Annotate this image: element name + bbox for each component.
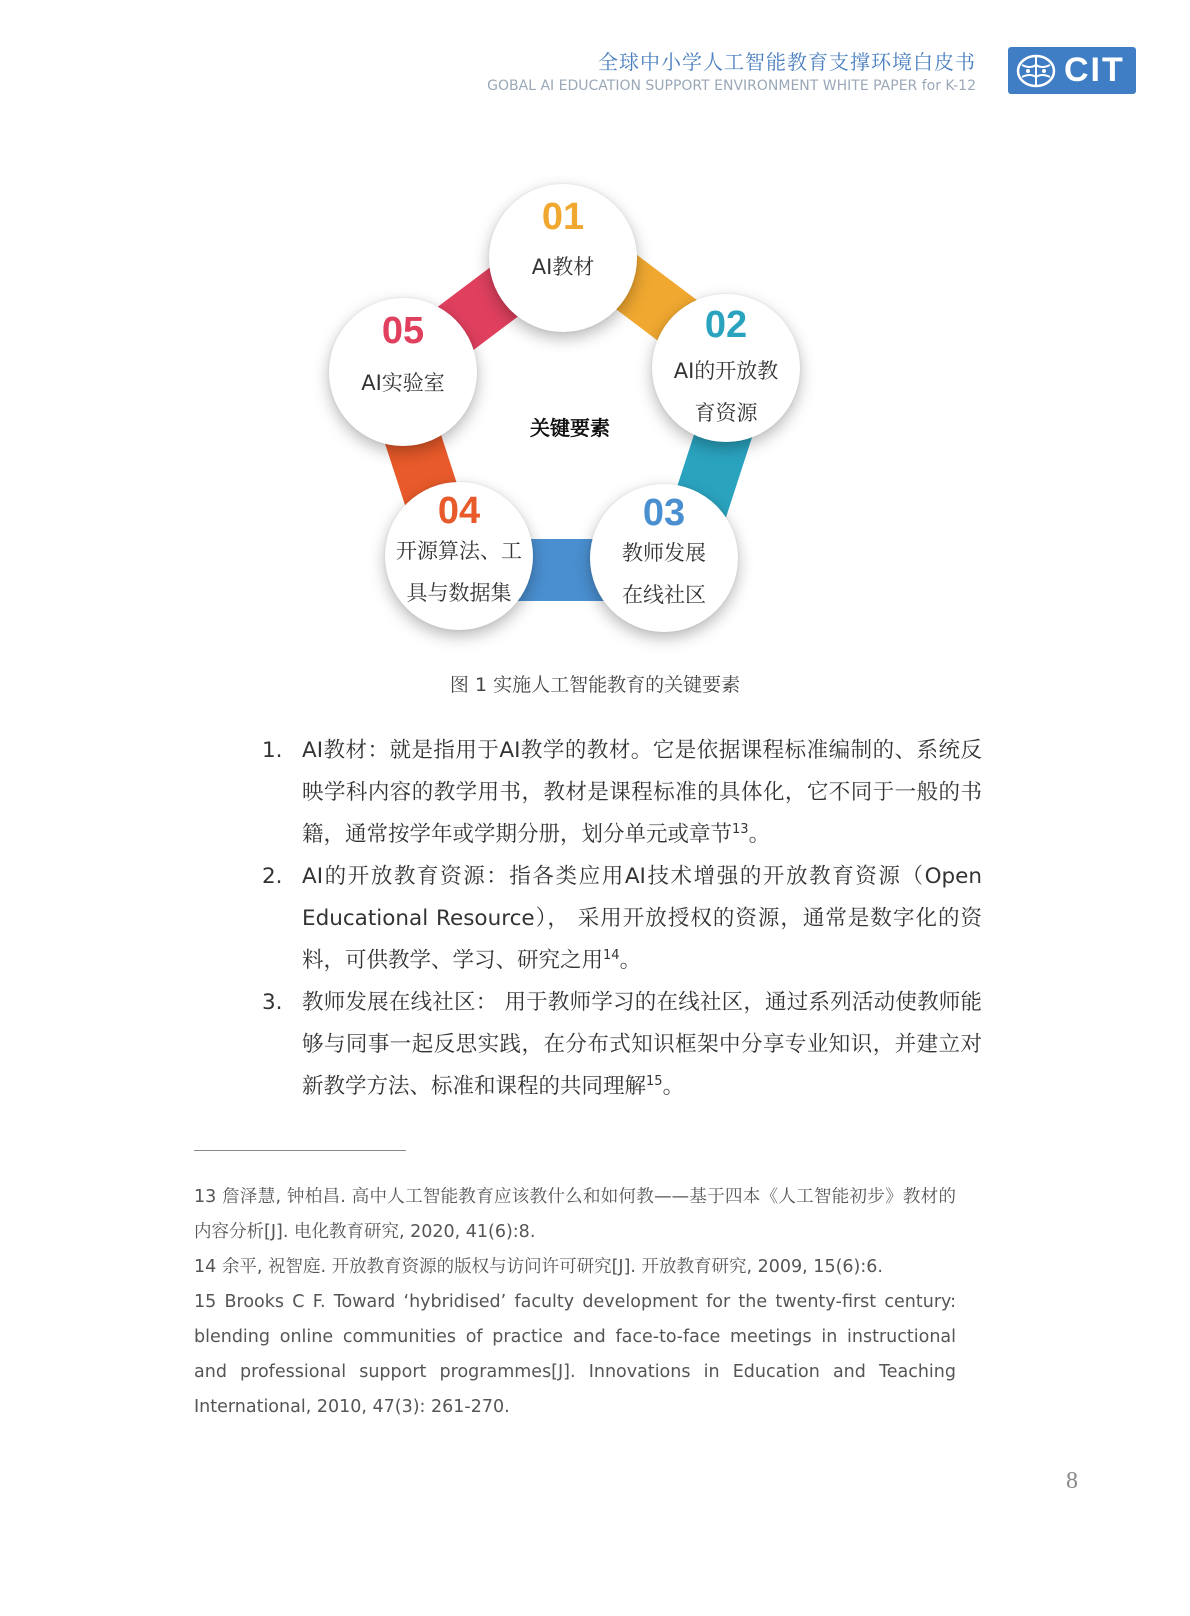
node-label: 教师发展 (622, 541, 706, 565)
logo-text: CIT (1064, 51, 1125, 89)
list-item (262, 730, 982, 856)
node-teacher-community (590, 484, 738, 632)
center-label: 关键要素 (530, 416, 610, 440)
node-label: 具与数据集 (406, 581, 512, 605)
node-number: 05 (381, 310, 425, 352)
footnote-ref: 13 (732, 821, 749, 837)
footnote-ref: 15 (646, 1073, 663, 1089)
header-subtitle: GOBAL AI EDUCATION SUPPORT ENVIRONMENT WHITE PAPER for K-12 (487, 78, 976, 94)
list-item (262, 982, 982, 1108)
node-number: 04 (437, 490, 481, 532)
list-end: 。 (748, 822, 771, 847)
definition-list (262, 730, 982, 1108)
footnote: 14 余平, 祝智庭. 开放教育资源的版权与访问许可研究[J]. 开放教育研究, 2009, 15(6):6. (194, 1257, 883, 1277)
node-label: 开源算法、工 (396, 539, 522, 563)
page-number: 8 (1066, 1468, 1078, 1494)
node-label: 在线社区 (622, 583, 706, 607)
list-text: AI教材：就是指用于AI教学的教材。它是依据课程标准编制的、系统反映学科内容的教学用书，教材是课程标准的具体化，它不同于一般的书籍，通常按学年或学期分册，划分单元或章节 (302, 738, 982, 847)
node-ai-textbook (489, 184, 637, 332)
node-open-resources (652, 294, 800, 442)
figure-caption: 图 1 实施人工智能教育的关键要素 (449, 674, 741, 696)
list-end: 。 (662, 1074, 685, 1099)
node-label: AI实验室 (361, 371, 445, 395)
header-title: 全球中小学人工智能教育支撑环境白皮书 (598, 50, 976, 74)
node-number: 03 (642, 492, 686, 534)
list-text: 教师发展在线社区： 用于教师学习的在线社区，通过系列活动使教师能够与同事一起反思实践，在分布式知识框架中分享专业知识，并建立对新教学方法、标准和课程的共同理解 (302, 990, 982, 1099)
footnote-divider (194, 1150, 406, 1151)
node-label: AI教材 (531, 255, 595, 279)
footnotes (194, 1180, 956, 1425)
node-number: 02 (704, 304, 748, 346)
node-open-source-tools (385, 482, 533, 630)
list-number: 3. (262, 990, 283, 1015)
list-end: 。 (619, 948, 642, 973)
list-text: AI的开放教育资源：指各类应用AI技术增强的开放教育资源（Open Educational Resource）， 采用开放授权的资源，通常是数字化的资料，可供教学、学习、研究之用 (302, 864, 982, 973)
list-number: 2. (262, 864, 283, 889)
list-item (262, 856, 982, 982)
list-number: 1. (262, 738, 283, 763)
node-number: 01 (541, 196, 585, 238)
node-label: AI的开放教 (673, 359, 779, 383)
node-label: 育资源 (694, 401, 758, 425)
footnote: 15 Brooks C F. Toward ‘hybridised’ faculty development for the twenty‐first century: blending online communities of practice and face‐to‐face meetings in instructional and professional support programmes[J]. Innovations in Education and Teaching International, 2010, 47(3): 261-270. (194, 1292, 956, 1417)
key-elements-diagram (0, 0, 1190, 700)
node-ai-lab (329, 298, 477, 446)
footnote-ref: 14 (603, 947, 620, 963)
footnote: 13 詹泽慧, 钟柏昌. 高中人工智能教育应该教什么和如何教——基于四本《人工智能初步》教材的内容分析[J]. 电化教育研究, 2020, 41(6):8. (194, 1187, 956, 1242)
